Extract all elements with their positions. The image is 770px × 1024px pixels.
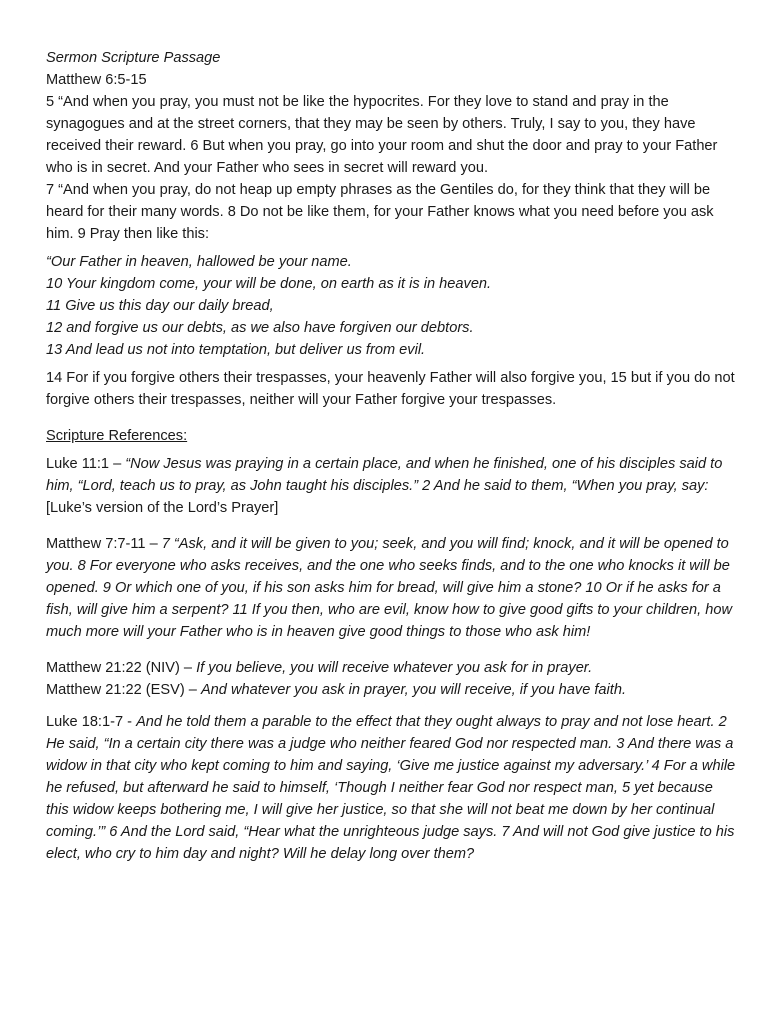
sermon-reference: Matthew 6:5-15 (46, 72, 147, 88)
prayer-line: “Our Father in heaven, hallowed be your name. (46, 254, 352, 270)
reference-text: If you believe, you will receive whatever you ask for in prayer. (196, 660, 593, 676)
reference-label: Matthew 7:7-11 (46, 536, 146, 552)
reference-separator: – (179, 660, 197, 676)
reference-separator: – (109, 456, 126, 472)
passage-paragraph-1: 5 “And when you pray, you must not be like the hypocrites. For they love to stand and pray in the synagogues and at the street corners, that they may be seen by others. Truly, I say to you, they have received their reward. 6 But when you pray, go into your room and shut the door and pray to your Father who is in secret. And your Father who sees in secret will reward you. (46, 94, 718, 176)
sermon-heading: Sermon Scripture Passage (46, 50, 221, 66)
prayer-line: 13 And lead us not into temptation, but deliver us from evil. (46, 342, 426, 358)
reference-separator: – (184, 682, 201, 698)
reference-text: 7 “Ask, and it will be given to you; seek, and you will find; knock, and it will be opened to you. 8 For everyone who asks receives, and the one who seeks finds, and to the one who knocks it will be opened. 9 Or which one of you, if his son asks him for bread, will give him a stone? 10 Or if he asks for a fish, will give him a serpent? 11 If you then, who are evil, know how to give good gifts to your children, how much more will your Father who is in heaven give good things to those who ask him! (46, 536, 732, 640)
prayer-line: 11 Give us this day our daily bread, (46, 298, 274, 314)
document-page (46, 47, 736, 865)
reference-label: Matthew 21:22 (ESV) (46, 682, 185, 698)
lords-prayer-block (46, 251, 736, 361)
reference-matthew-21-esv (46, 679, 736, 701)
reference-matthew-21-niv (46, 657, 736, 679)
reference-separator: - (123, 714, 137, 730)
reference-label: Luke 11:1 (46, 456, 110, 472)
reference-text: And whatever you ask in prayer, you will receive, if you have faith. (200, 682, 627, 698)
reference-matthew-7 (46, 533, 736, 643)
prayer-line: 10 Your kingdom come, your will be done, on earth as it is in heaven. (46, 276, 492, 292)
reference-label: Matthew 21:22 (NIV) (46, 660, 180, 676)
reference-separator: – (145, 536, 162, 552)
reference-text: And he told them a parable to the effect that they ought always to pray and not lose heart. 2 He said, “In a certain city there was a judge who neither feared God nor respected man. 3 And there was a widow in that city who kept coming to him and saying, ‘Give me justice against my adversary.’ 4 For a while he refused, but afterward he said to himself, ‘Though I neither fear God nor respect man, 5 yet because this widow keeps bothering me, I will give her justice, so that she will not beat me down by her continual coming.’” 6 And the Lord said, “Hear what the unrighteous judge says. 7 And will not God give justice to his elect, who cry to him day and night? Will he delay long over them? (46, 714, 736, 862)
reference-luke-18 (46, 711, 736, 865)
reference-note: [Luke’s version of the Lord’s Prayer] (46, 500, 279, 516)
prayer-line: 12 and forgive us our debts, as we also have forgiven our debtors. (46, 320, 474, 336)
reference-text: “Now Jesus was praying in a certain place, and when he finished, one of his disciples said to him, “Lord, teach us to pray, as John taught his disciples.” 2 And he said to them, “When you pray, say: (46, 456, 723, 494)
passage-paragraph-3: 14 For if you forgive others their trespasses, your heavenly Father will also forgive you, 15 but if you do not forgive others their trespasses, neither will your Father forgive your trespasses. (46, 370, 735, 408)
reference-label: Luke 18:1-7 (46, 714, 124, 730)
passage-paragraph-2: 7 “And when you pray, do not heap up empty phrases as the Gentiles do, for they think that they will be heard for their many words. 8 Do not be like them, for your Father knows what you need before you ask him. 9 Pray then like this: (46, 182, 714, 242)
references-heading: Scripture References: (46, 428, 188, 444)
reference-luke-11 (46, 453, 736, 519)
